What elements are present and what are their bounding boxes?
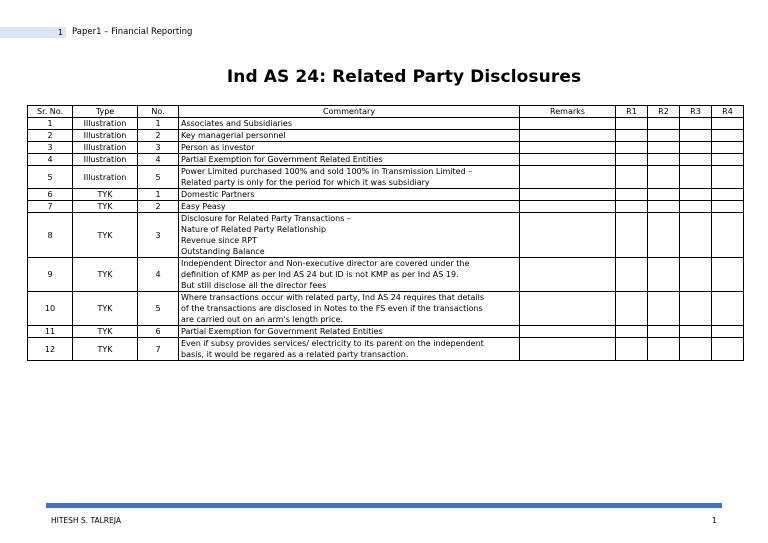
header-title: Paper1 – Financial Reporting: [72, 27, 193, 37]
cell-r4: [712, 338, 744, 361]
col-header-type: Type: [73, 106, 138, 118]
table-row: [28, 258, 744, 292]
table-header-row: [28, 106, 744, 118]
table-row: [28, 213, 744, 258]
footer-author: HITESH S. TALREJA: [51, 516, 121, 525]
commentary-line: definition of KMP as per Ind AS 24 but ID is not KMP as per Ind AS 19.: [181, 270, 459, 279]
cell-sr-no: 3: [28, 142, 73, 154]
cell-no: 5: [138, 166, 179, 189]
cell-r4: [712, 142, 744, 154]
cell-type: Illustration: [73, 142, 138, 154]
col-header-r1: R1: [616, 106, 648, 118]
cell-no: 1: [138, 189, 179, 201]
cell-r1: [616, 130, 648, 142]
cell-commentary: [179, 142, 520, 154]
commentary-line: of the transactions are disclosed in Notes to the FS even if the transactions: [181, 304, 483, 313]
cell-remarks: [520, 118, 616, 130]
cell-remarks: [520, 166, 616, 189]
cell-sr-no: 12: [28, 338, 73, 361]
cell-commentary: [179, 326, 520, 338]
commentary-line: Domestic Partners: [181, 190, 255, 199]
cell-r2: [648, 213, 680, 258]
cell-r3: [680, 326, 712, 338]
commentary-line: Nature of Related Party Relationship: [181, 225, 327, 234]
cell-sr-no: 1: [28, 118, 73, 130]
table-row: [28, 326, 744, 338]
cell-remarks: [520, 189, 616, 201]
cell-r1: [616, 326, 648, 338]
commentary-line: are carried out on an arm's length price.: [181, 315, 343, 324]
cell-sr-no: 7: [28, 201, 73, 213]
commentary-line: Revenue since RPT: [181, 236, 257, 245]
cell-type: TYK: [73, 189, 138, 201]
col-header-sr-no: Sr. No.: [28, 106, 73, 118]
cell-r3: [680, 130, 712, 142]
cell-r1: [616, 118, 648, 130]
cell-r4: [712, 166, 744, 189]
cell-r4: [712, 118, 744, 130]
cell-remarks: [520, 142, 616, 154]
cell-type: TYK: [73, 258, 138, 292]
commentary-line: Easy Peasy: [181, 202, 226, 211]
cell-remarks: [520, 292, 616, 326]
table-row: [28, 130, 744, 142]
cell-r4: [712, 154, 744, 166]
col-header-r3: R3: [680, 106, 712, 118]
cell-commentary: [179, 189, 520, 201]
cell-r3: [680, 154, 712, 166]
commentary-line: Independent Director and Non-executive director are covered under the: [181, 259, 470, 268]
cell-no: 2: [138, 130, 179, 142]
topics-table: [27, 105, 744, 361]
cell-r1: [616, 292, 648, 326]
cell-type: TYK: [73, 213, 138, 258]
cell-remarks: [520, 201, 616, 213]
cell-r2: [648, 118, 680, 130]
cell-type: Illustration: [73, 130, 138, 142]
cell-r1: [616, 258, 648, 292]
commentary-line: Even if subsy provides services/ electricity to its parent on the independent: [181, 339, 484, 348]
cell-commentary: [179, 118, 520, 130]
cell-r1: [616, 338, 648, 361]
cell-r2: [648, 166, 680, 189]
table-row: [28, 292, 744, 326]
cell-r3: [680, 118, 712, 130]
cell-remarks: [520, 326, 616, 338]
cell-type: TYK: [73, 201, 138, 213]
cell-commentary: [179, 258, 520, 292]
cell-sr-no: 9: [28, 258, 73, 292]
commentary-line: Partial Exemption for Government Related Entities: [181, 155, 383, 164]
cell-r2: [648, 154, 680, 166]
cell-r2: [648, 189, 680, 201]
cell-type: TYK: [73, 338, 138, 361]
cell-r2: [648, 142, 680, 154]
header-page-number: 1: [0, 27, 66, 38]
cell-no: 3: [138, 142, 179, 154]
commentary-line: Related party is only for the period for which it was subsidiary: [181, 178, 430, 187]
cell-no: 7: [138, 338, 179, 361]
cell-r1: [616, 142, 648, 154]
cell-no: 6: [138, 326, 179, 338]
commentary-line: Where transactions occur with related party, Ind AS 24 requires that details: [181, 293, 485, 302]
cell-r3: [680, 213, 712, 258]
cell-r1: [616, 166, 648, 189]
col-header-r2: R2: [648, 106, 680, 118]
cell-type: TYK: [73, 326, 138, 338]
cell-commentary: [179, 201, 520, 213]
col-header-commentary: Commentary: [179, 106, 520, 118]
commentary-line: Associates and Subsidiaries: [181, 119, 293, 128]
cell-type: Illustration: [73, 118, 138, 130]
table-row: [28, 118, 744, 130]
page-header: [0, 27, 768, 39]
document-title: Ind AS 24: Related Party Disclosures: [226, 67, 582, 87]
cell-r3: [680, 142, 712, 154]
table-body: [28, 118, 744, 361]
cell-r2: [648, 201, 680, 213]
cell-no: 4: [138, 154, 179, 166]
cell-sr-no: 4: [28, 154, 73, 166]
footer-page-number: 1: [712, 516, 717, 525]
commentary-line: Power Limited purchased 100% and sold 100% in Transmission Limited –: [181, 167, 473, 176]
cell-commentary: [179, 130, 520, 142]
table-row: [28, 189, 744, 201]
cell-remarks: [520, 213, 616, 258]
table-row: [28, 142, 744, 154]
commentary-line: But still disclose all the director fees: [181, 281, 327, 290]
cell-commentary: [179, 213, 520, 258]
cell-sr-no: 10: [28, 292, 73, 326]
cell-commentary: [179, 166, 520, 189]
commentary-line: basis, it would be regared as a related party transaction.: [181, 350, 409, 359]
cell-sr-no: 11: [28, 326, 73, 338]
cell-sr-no: 6: [28, 189, 73, 201]
table-row: [28, 154, 744, 166]
cell-r1: [616, 213, 648, 258]
cell-r3: [680, 292, 712, 326]
col-header-remarks: Remarks: [520, 106, 616, 118]
cell-r4: [712, 201, 744, 213]
col-header-no: No.: [138, 106, 179, 118]
cell-r4: [712, 292, 744, 326]
col-header-r4: R4: [712, 106, 744, 118]
commentary-line: Key managerial personnel: [181, 131, 286, 140]
commentary-line: Person as investor: [181, 143, 255, 152]
cell-r2: [648, 130, 680, 142]
cell-r4: [712, 189, 744, 201]
cell-sr-no: 2: [28, 130, 73, 142]
cell-no: 2: [138, 201, 179, 213]
cell-r4: [712, 213, 744, 258]
cell-type: Illustration: [73, 166, 138, 189]
cell-r3: [680, 166, 712, 189]
cell-r3: [680, 201, 712, 213]
cell-commentary: [179, 338, 520, 361]
cell-r3: [680, 338, 712, 361]
cell-r2: [648, 292, 680, 326]
cell-r3: [680, 258, 712, 292]
cell-r2: [648, 258, 680, 292]
cell-remarks: [520, 258, 616, 292]
cell-commentary: [179, 292, 520, 326]
cell-r1: [616, 189, 648, 201]
commentary-line: Outstanding Balance: [181, 247, 265, 256]
cell-r2: [648, 326, 680, 338]
commentary-line: Disclosure for Related Party Transactions –: [181, 214, 351, 223]
cell-no: 4: [138, 258, 179, 292]
cell-remarks: [520, 338, 616, 361]
cell-type: TYK: [73, 292, 138, 326]
table-row: [28, 201, 744, 213]
cell-no: 3: [138, 213, 179, 258]
cell-no: 5: [138, 292, 179, 326]
cell-type: Illustration: [73, 154, 138, 166]
table-row: [28, 166, 744, 189]
cell-r2: [648, 338, 680, 361]
cell-r4: [712, 258, 744, 292]
table-row: [28, 338, 744, 361]
cell-sr-no: 8: [28, 213, 73, 258]
cell-commentary: [179, 154, 520, 166]
cell-r1: [616, 154, 648, 166]
cell-remarks: [520, 130, 616, 142]
footer-rule: [46, 503, 722, 508]
cell-r4: [712, 130, 744, 142]
cell-r1: [616, 201, 648, 213]
cell-no: 1: [138, 118, 179, 130]
cell-sr-no: 5: [28, 166, 73, 189]
cell-r3: [680, 189, 712, 201]
cell-r4: [712, 326, 744, 338]
cell-remarks: [520, 154, 616, 166]
commentary-line: Partial Exemption for Government Related Entities: [181, 327, 383, 336]
